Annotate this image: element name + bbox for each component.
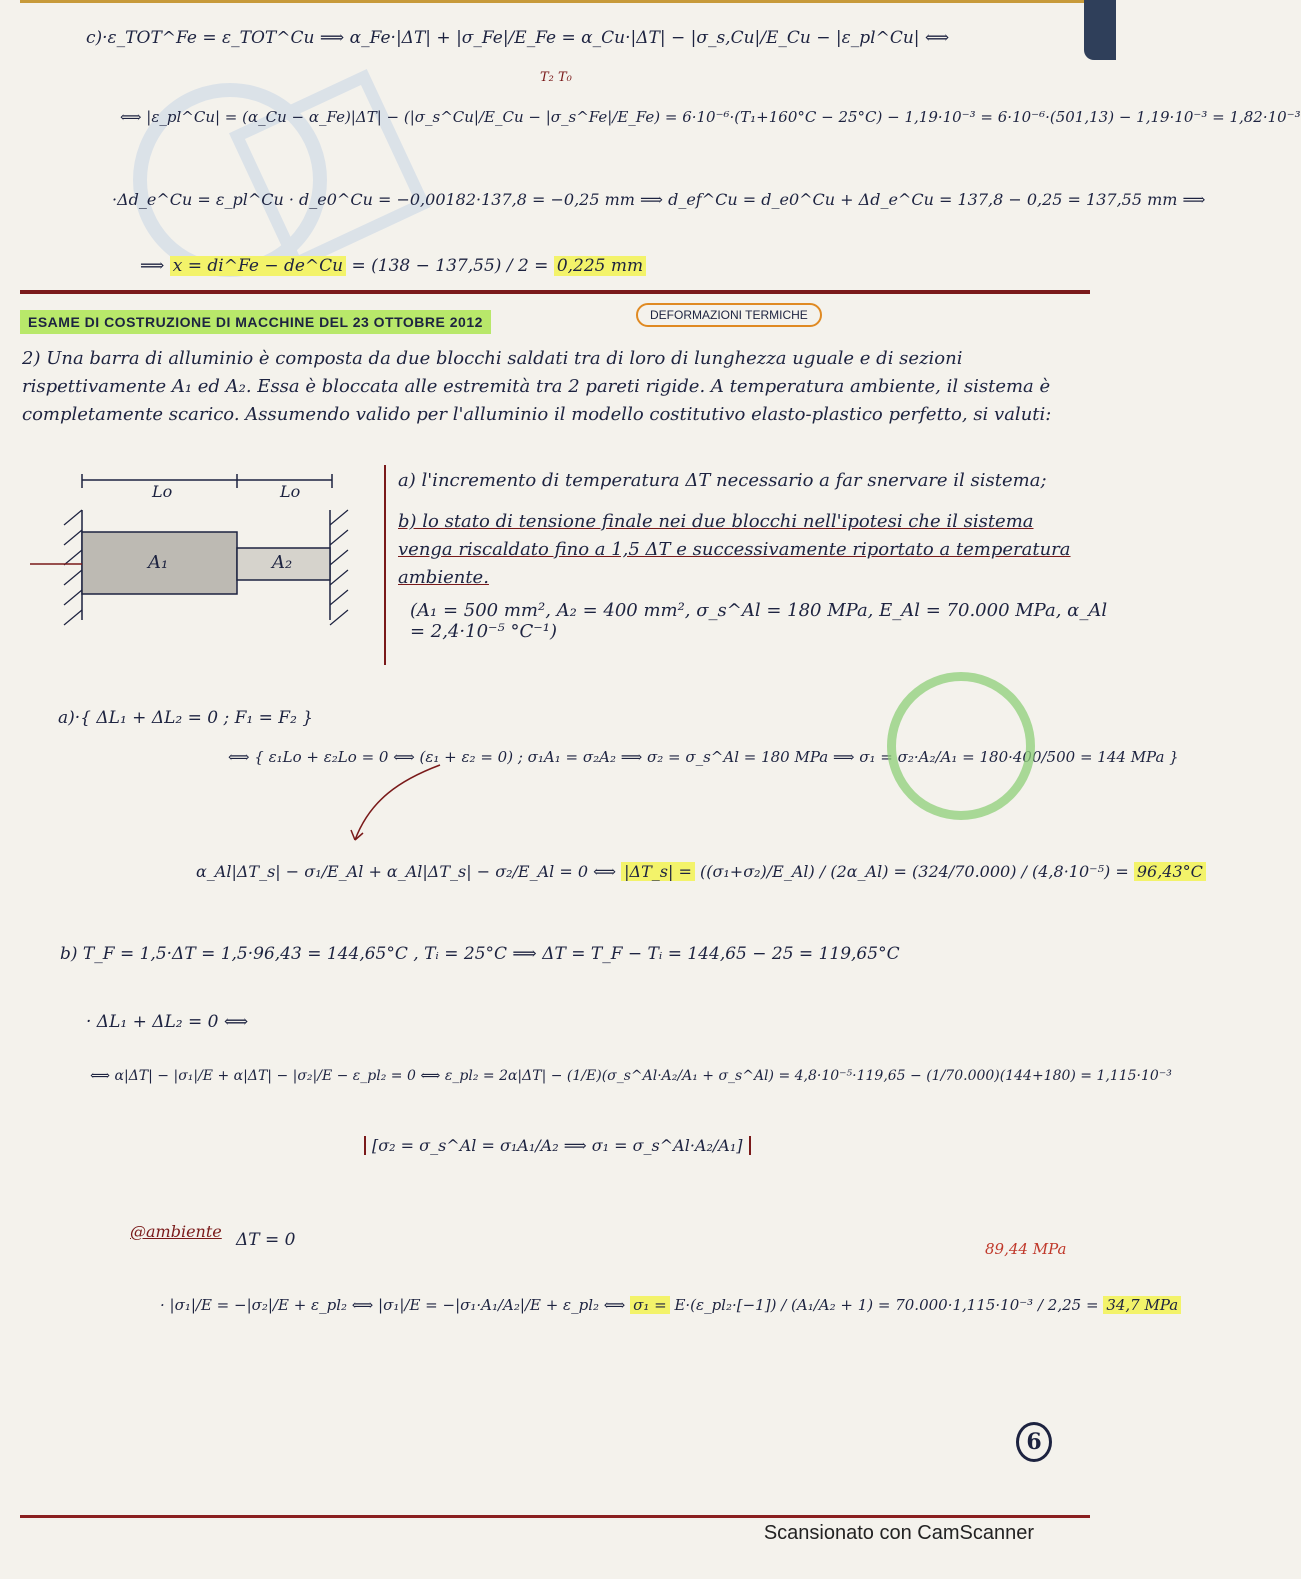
x-expression: = (138 − 137,55) / 2 = <box>351 256 549 276</box>
scanner-footer: Scansionato con CamScanner <box>763 1522 1034 1544</box>
top-line-3: ·Δd_e^Cu = ε_pl^Cu · d_e0^Cu = −0,00182·137,8 = −0,25 mm ⟹ d_ef^Cu = d_e0^Cu + Δd_e^Cu = 137,8 − 0,25 = 137,55 mm ⟹ <box>112 190 1206 209</box>
delta-ts-result: 96,43°C <box>1134 862 1206 881</box>
green-circle-mark <box>887 672 1035 820</box>
solution-a-equation <box>196 862 1206 881</box>
ambient-delta-t: ΔT = 0 <box>236 1230 296 1250</box>
solution-b-line-1: b) T_F = 1,5·ΔT = 1,5·96,43 = 144,65°C , Tᵢ = 25°C ⟹ ΔT = T_F − Tᵢ = 144,65 − 25 = 119,65°C <box>60 944 900 964</box>
final-left: · |σ₁|/E = −|σ₂|/E + ε_pl₂ ⟺ |σ₁|/E = −|σ₁·A₁/A₂|/E + ε_pl₂ ⟺ <box>160 1296 626 1314</box>
top-line-2-marks: T₂ T₀ <box>540 70 572 85</box>
label-l2: Lo <box>280 482 301 501</box>
bar-figure <box>60 470 360 630</box>
solution-b-line-3: ⟺ α|ΔT| − |σ₁|/E + α|ΔT| − |σ₂|/E − ε_pl₂ = 0 ⟺ ε_pl₂ = 2α|ΔT| − (1/E)(σ_s^Al·A₂/A₁ + σ_s^Al) = 4,8·10⁻⁵·119,65 − (1/70.000)(144+180) = 1,115·10⁻³ <box>90 1068 1172 1084</box>
solution-a-system-1: a)·{ ΔL₁ + ΔL₂ = 0 ; F₁ = F₂ } <box>58 708 314 728</box>
top-line-2: ⟺ |ε_pl^Cu| = (α_Cu − α_Fe)|ΔT| − (|σ_s^Cu|/E_Cu − |σ_s^Fe|/E_Fe) = 6·10⁻⁶·(T₁+160°C − 25°C) − 1,19·10⁻³ = 6·10⁻⁶·(501,13) − 1,19·10⁻³ = 1,82·10⁻³ <box>120 108 1301 126</box>
solution-a-system-2: ⟺ { ε₁Lo + ε₂Lo = 0 ⟺ (ε₁ + ε₂ = 0) ; σ₁A₁ = σ₂A₂ ⟹ σ₂ = σ_s^Al = 180 MPa ⟹ σ₁ = σ₂·A₂/A₁ = 180·400/500 = 144 MPa } <box>228 748 1179 766</box>
red-arrow <box>340 760 450 850</box>
label-l1: Lo <box>152 482 173 501</box>
top-line-4 <box>140 256 646 276</box>
question-a: a) l'incremento di temperatura ΔT necessario a far snervare il sistema; <box>398 470 1047 491</box>
solution-b-line-2: · ΔL₁ + ΔL₂ = 0 ⟺ <box>86 1012 249 1032</box>
exam-title: ESAME DI COSTRUZIONE DI MACCHINE DEL 23 OTTOBRE 2012 <box>20 310 491 334</box>
separator-line <box>384 465 386 665</box>
edge-shadow <box>1084 0 1116 60</box>
solution-b-bracket: [σ₂ = σ_s^Al = σ₁A₁/A₂ ⟹ σ₁ = σ_s^Al·A₂/A₁] <box>364 1136 751 1155</box>
topic-tag: DEFORMAZIONI TERMICHE <box>636 303 822 327</box>
bottom-border <box>20 1515 1090 1518</box>
question-b: b) lo stato di tensione finale nei due blocchi nell'ipotesi che il sistema venga riscaldato fino a 1,5 ΔT e successivamente riportato a temperatura ambiente. <box>398 511 1071 588</box>
label-a1: A₁ <box>148 552 169 573</box>
delta-ts-highlight: |ΔT_s| = <box>621 862 695 881</box>
final-fraction: E·(ε_pl₂·[−1]) / (A₁/A₂ + 1) = 70.000·1,115·10⁻³ / 2,25 = <box>674 1296 1099 1314</box>
problem-statement: 2) Una barra di alluminio è composta da due blocchi saldati tra di loro di lunghezza uguale e di sezioni rispettivamente A₁ ed A₂. Essa è bloccata alle estremità tra 2 pareti rigide. A temperatura ambiente, il sistema è completamente scarico. Assumendo valido per l'alluminio il modello costitutivo elasto-plastico perfetto, si valuti: <box>22 348 1052 425</box>
top-line-1: c)·ε_TOT^Fe = ε_TOT^Cu ⟹ α_Fe·|ΔT| + |σ_Fe|/E_Fe = α_Cu·|ΔT| − |σ_s,Cu|/E_Cu − |ε_pl^Cu| ⟺ <box>86 28 950 48</box>
eq-left: α_Al|ΔT_s| − σ₁/E_Al + α_Al|ΔT_s| − σ₂/E_Al = 0 ⟺ <box>196 862 617 881</box>
sigma1-result: 34,7 MPa <box>1103 1296 1181 1314</box>
label-a2: A₂ <box>272 552 293 573</box>
correction-note: 89,44 MPa <box>985 1240 1067 1258</box>
given-data: (A₁ = 500 mm², A₂ = 400 mm², σ_s^Al = 180 MPa, E_Al = 70.000 MPa, α_Al = 2,4·10⁻⁵ °C⁻¹) <box>410 600 1108 642</box>
page-number: 6 <box>1016 1422 1052 1462</box>
top-border <box>20 0 1090 3</box>
section-divider <box>20 290 1090 294</box>
solution-b-final <box>160 1296 1181 1314</box>
ambient-label: @ambiente <box>130 1222 222 1241</box>
eq-fraction: ((σ₁+σ₂)/E_Al) / (2α_Al) = (324/70.000) / (4,8·10⁻⁵) = <box>699 862 1129 881</box>
x-highlight: x = di^Fe − de^Cu <box>170 256 346 276</box>
x-result: 0,225 mm <box>554 256 646 276</box>
sigma1-highlight: σ₁ = <box>630 1296 670 1314</box>
arrow: ⟹ <box>140 256 165 276</box>
